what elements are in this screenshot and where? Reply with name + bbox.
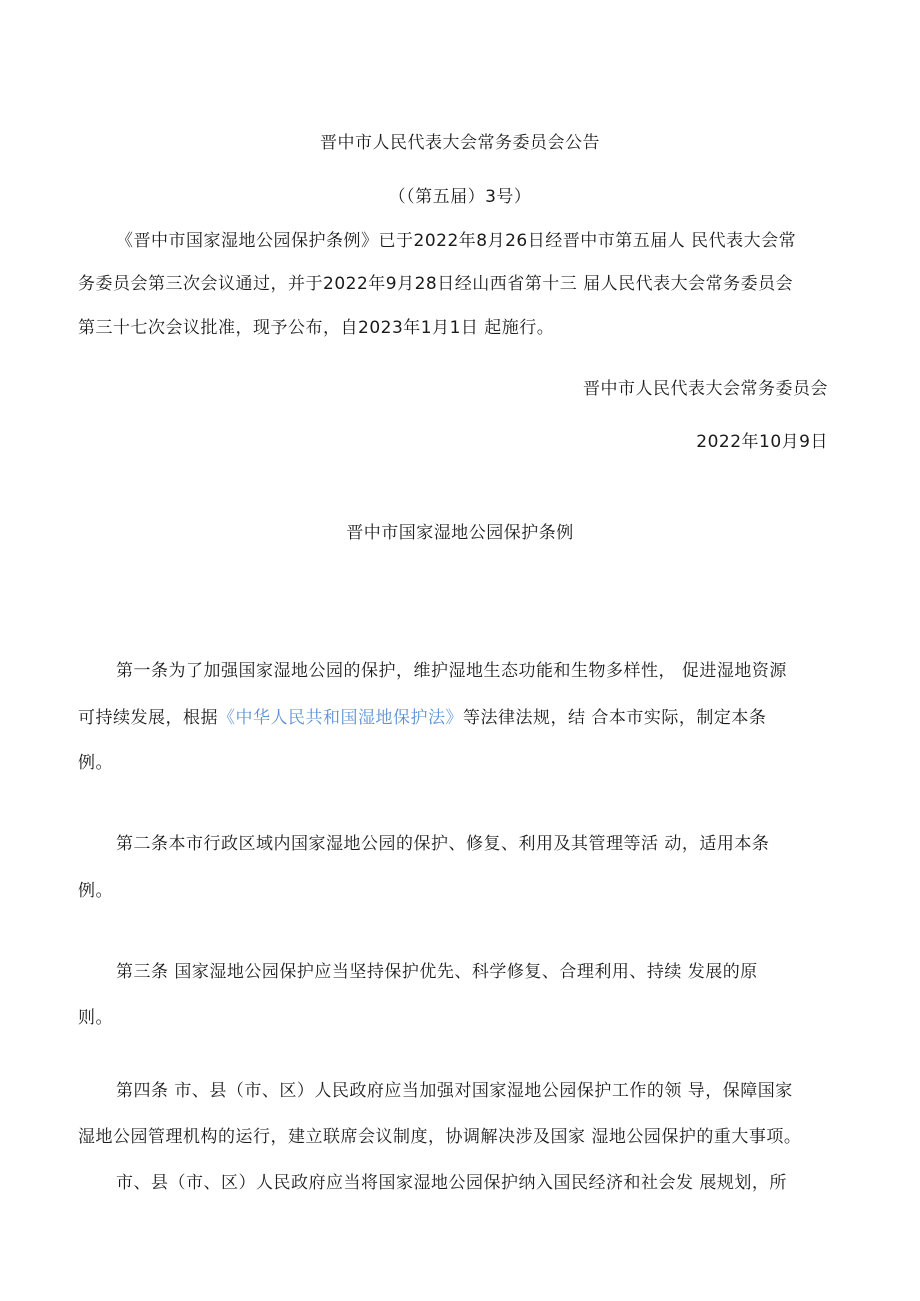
announcement-title: 晋中市人民代表大会常务委员会公告 [320, 133, 600, 153]
article-4-line-2: 湿地公园管理机构的运行，建立联席会议制度，协调解决涉及国家 湿地公园保护的重大事项。 [78, 1127, 802, 1147]
announcement-line-1: 《晋中市国家湿地公园保护条例》已于2022年8月26日经晋中市第五届人 民代表大会常 [116, 231, 797, 251]
article-2-line-1: 第二条本市行政区域内国家湿地公园的保护、修复、利用及其管理等活 动，适用本条 [116, 834, 770, 854]
article-1-line-1: 第一条为了加强国家湿地公园的保护，维护湿地生态功能和生物多样性， 促进湿地资源 [116, 661, 787, 681]
announcement-line-2: 务委员会第三次会议通过，并于2022年9月28日经山西省第十三 届人民代表大会常务委员会 [78, 274, 794, 294]
issue-date: 2022年10月9日 [696, 432, 828, 452]
article-3-line-2: 则。 [78, 1008, 113, 1028]
article-1-line-2-post: 等法律法规，结 合本市实际，制定本条 [463, 708, 767, 728]
law-link[interactable]: 《中华人民共和国湿地保护法》 [218, 708, 463, 728]
article-2-line-2: 例。 [78, 881, 113, 901]
article-3-line-1: 第三条 国家湿地公园保护应当坚持保护优先、科学修复、合理利用、持续 发展的原 [116, 962, 758, 982]
announcement-number: （（第五届）3号） [388, 187, 532, 207]
article-1-line-3: 例。 [78, 753, 113, 773]
article-4-line-3: 市、县（市、区）人民政府应当将国家湿地公园保护纳入国民经济和社会发 展规划，所 [116, 1173, 787, 1193]
article-1-line-2-pre: 可持续发展，根据 [78, 708, 218, 728]
article-1-line-2 [78, 703, 766, 728]
article-4-line-1: 第四条 市、县（市、区）人民政府应当加强对国家湿地公园保护工作的领 导，保障国家 [116, 1081, 793, 1101]
regulation-title: 晋中市国家湿地公园保护条例 [346, 523, 574, 543]
issuer: 晋中市人民代表大会常务委员会 [583, 379, 828, 399]
announcement-line-3: 第三十七次会议批准，现予公布，自2023年1月1日 起施行。 [78, 318, 555, 338]
